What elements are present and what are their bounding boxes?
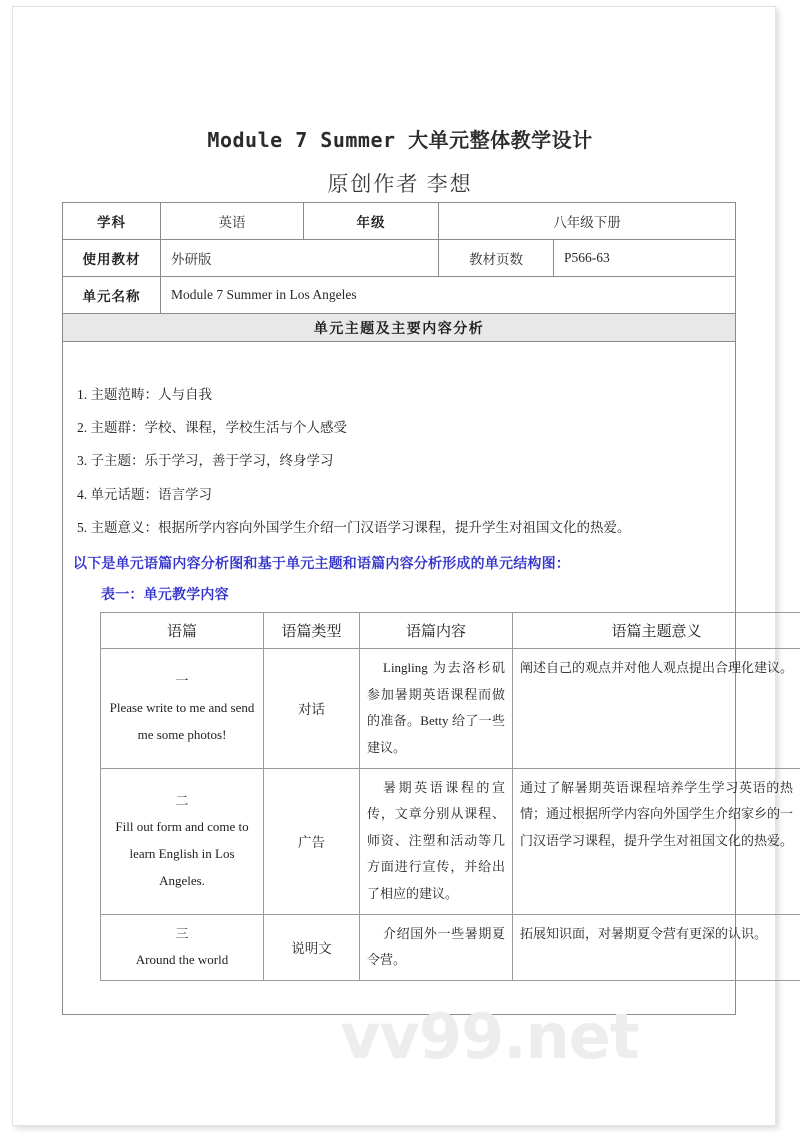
table-row bbox=[63, 342, 736, 1015]
col-header-type: 语篇类型 bbox=[264, 612, 360, 648]
cell-type: 说明文 bbox=[264, 914, 360, 980]
list-item: 4. 单元话题：语言学习 bbox=[77, 486, 212, 502]
unit-name-value: Module 7 Summer in Los Angeles bbox=[161, 277, 736, 314]
table-row bbox=[63, 240, 736, 277]
lesson-plan-frame bbox=[62, 202, 794, 1015]
cell-type: 对话 bbox=[264, 648, 360, 768]
col-header-genre: 语篇 bbox=[101, 612, 264, 648]
cell-content: Lingling 为去洛杉矶参加暑期英语课程而做的准备。Betty 给了一些建议。 bbox=[360, 648, 513, 768]
table-row bbox=[101, 768, 800, 914]
table-row bbox=[101, 914, 800, 980]
section-band-title: 单元主题及主要内容分析 bbox=[63, 314, 736, 342]
col-header-content: 语篇内容 bbox=[360, 612, 513, 648]
genre-index: 一 bbox=[175, 673, 189, 689]
table-row bbox=[63, 203, 736, 240]
content-table-wrap bbox=[100, 612, 800, 981]
genre-title: Please write to me and send me some photos! bbox=[109, 699, 255, 742]
analysis-content-cell bbox=[63, 342, 794, 1015]
unit-name-label: 单元名称 bbox=[63, 277, 161, 314]
cell-meaning: 拓展知识面，对暑期夏令营有更深的认识。 bbox=[513, 914, 800, 980]
textbook-label: 使用教材 bbox=[63, 240, 161, 277]
genre-index: 三 bbox=[175, 925, 189, 941]
page-subtitle: 原创作者 李想 bbox=[327, 172, 473, 196]
genre-index: 二 bbox=[175, 792, 189, 808]
cell-genre bbox=[101, 914, 264, 980]
pages-value: P566-63 bbox=[554, 240, 736, 277]
content-table-caption: 表一：单元教学内容 bbox=[101, 587, 229, 603]
cell-genre bbox=[101, 768, 264, 914]
list-item: 1. 主题范畴：人与自我 bbox=[77, 387, 212, 402]
content-table bbox=[100, 612, 800, 981]
highlight-note: 以下是单元语篇内容分析图和基于单元主题和语篇内容分析形成的单元结构图： bbox=[73, 556, 570, 572]
cell-content: 暑期英语课程的宣传，文章分别从课程、师资、注塑和活动等几方面进行宣传，并给出了相应的建议。 bbox=[360, 768, 513, 914]
pages-label: 教材页数 bbox=[439, 240, 554, 277]
list-item: 3. 子主题：乐于学习，善于学习，终身学习 bbox=[77, 453, 334, 469]
page-title: Module 7 Summer 大单元整体教学设计 bbox=[207, 128, 593, 152]
cell-meaning: 阐述自己的观点并对他人观点提出合理化建议。 bbox=[513, 648, 800, 768]
list-item: 2. 主题群：学校、课程，学校生活与个人感受 bbox=[77, 420, 347, 436]
cell-genre bbox=[101, 648, 264, 768]
genre-title: Around the world bbox=[135, 952, 229, 968]
grade-value: 八年级下册 bbox=[439, 203, 736, 240]
table-row bbox=[63, 314, 736, 342]
subject-value: 英语 bbox=[161, 203, 304, 240]
table-row bbox=[101, 648, 800, 768]
subject-label: 学科 bbox=[63, 203, 161, 240]
cell-content: 介绍国外一些暑期夏令营。 bbox=[360, 914, 513, 980]
table-row bbox=[63, 277, 736, 314]
table-header-row bbox=[101, 612, 800, 648]
grade-label: 年级 bbox=[304, 203, 439, 240]
textbook-value: 外研版 bbox=[161, 240, 439, 277]
list-item: 5. 主题意义：根据所学内容向外国学生介绍一门汉语学习课程，提升学生对祖国文化的热爱。 bbox=[77, 519, 631, 535]
cell-type: 广告 bbox=[264, 768, 360, 914]
cell-meaning: 通过了解暑期英语课程培养学生学习英语的热情；通过根据所学内容向外国学生介绍家乡的一门汉语学习课程，提升学生对祖国文化的热爱。 bbox=[513, 768, 800, 914]
col-header-meaning: 语篇主题意义 bbox=[513, 612, 800, 648]
genre-title: Fill out form and come to learn English in Los Angeles. bbox=[115, 819, 249, 888]
watermark: vv99.net bbox=[340, 1000, 639, 1073]
